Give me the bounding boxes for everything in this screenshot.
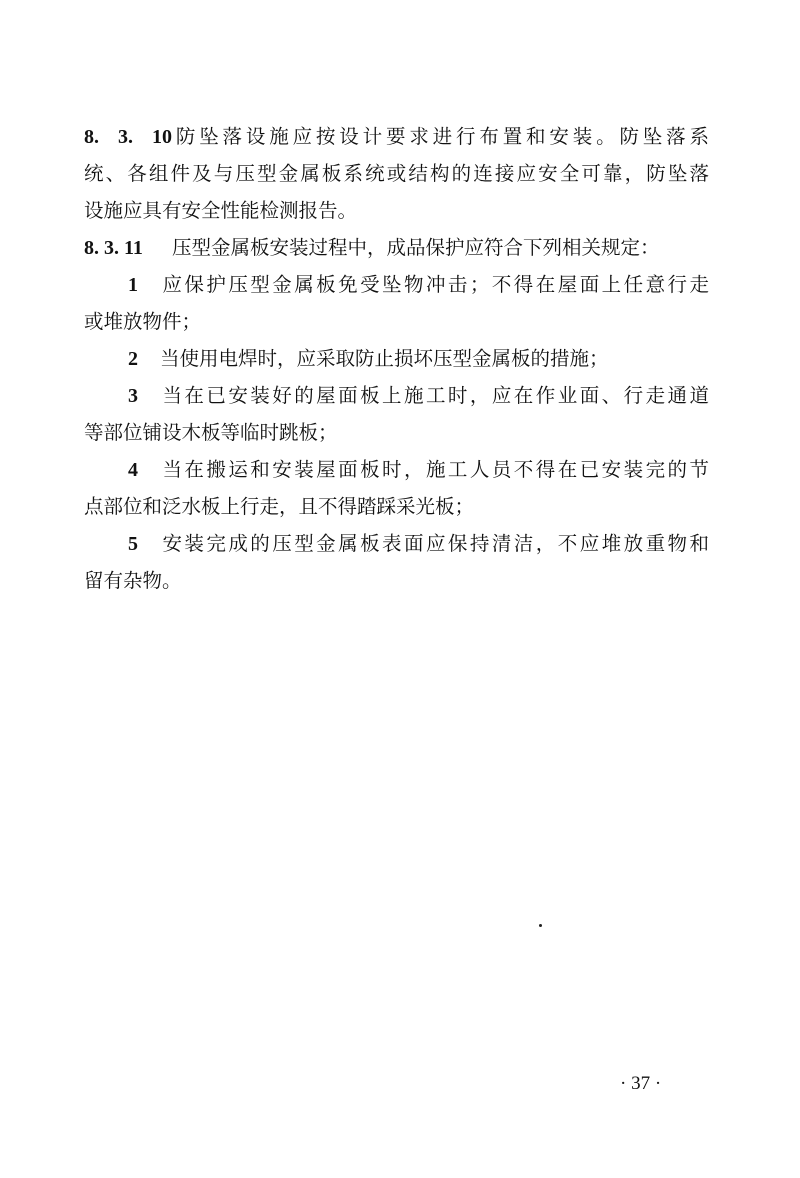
item-number: 2 xyxy=(128,348,138,370)
clause-text: 防坠落设施应按设计要求进行布置和安装。防坠落系 xyxy=(172,125,709,148)
clause-8-3-10-line-3: 设施应具有安全性能检测报告。 xyxy=(84,199,358,222)
list-item-4-line-1 xyxy=(84,451,709,488)
clause-number: 8. 3. 11 xyxy=(84,237,143,259)
clause-text: 压型金属板安装过程中，成品保护应符合下列相关规定： xyxy=(172,236,660,259)
page-number: · 37 · xyxy=(620,1073,662,1094)
item-number: 3 xyxy=(128,385,138,407)
clause-8-3-10-line-1 xyxy=(84,118,709,155)
document-body xyxy=(84,118,709,599)
clause-number: 8. 3. 10 xyxy=(84,126,172,148)
list-item-3-line-2: 等部位铺设木板等临时跳板； xyxy=(84,421,338,444)
list-item-1-line-1 xyxy=(84,266,709,303)
item-number: 5 xyxy=(128,533,138,555)
item-text: 安装完成的压型金属板表面应保持清洁，不应堆放重物和 xyxy=(160,532,709,555)
list-item-3-line-1 xyxy=(84,377,709,414)
list-item-5-line-2: 留有杂物。 xyxy=(84,569,182,592)
item-number: 1 xyxy=(128,274,138,296)
item-text: 当在搬运和安装屋面板时，施工人员不得在已安装完的节 xyxy=(160,458,709,481)
list-item-4-line-2: 点部位和泛水板上行走，且不得踏踩采光板； xyxy=(84,495,475,518)
list-item-1-line-2: 或堆放物件； xyxy=(84,310,202,333)
list-item-5-line-1 xyxy=(84,525,709,562)
item-text: 应保护压型金属板免受坠物冲击；不得在屋面上任意行走 xyxy=(160,273,709,296)
list-item-2-line-1 xyxy=(84,340,709,377)
item-text: 当使用电焊时，应采取防止损坏压型金属板的措施； xyxy=(160,347,609,370)
clause-8-3-11-line-1 xyxy=(84,229,709,266)
stray-dot-mark xyxy=(539,924,542,927)
item-text: 当在已安装好的屋面板上施工时，应在作业面、行走通道 xyxy=(160,384,709,407)
clause-8-3-10-line-2: 统、各组件及与压型金属板系统或结构的连接应安全可靠，防坠落 xyxy=(84,162,709,185)
item-number: 4 xyxy=(128,459,138,481)
